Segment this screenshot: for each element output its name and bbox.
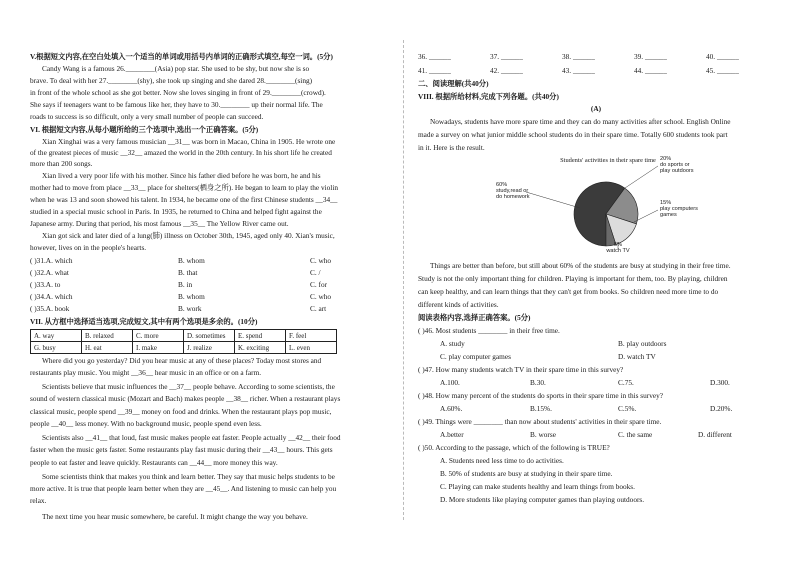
word-box-cell: J. realize bbox=[184, 342, 235, 354]
option-b[interactable]: B. whom bbox=[178, 256, 205, 265]
s6-line: Xian lived a very poor life with his mother. Since his father died before he was born, he and his bbox=[42, 171, 321, 180]
question-47: ( )47. How many students watch TV in their spare time in this survey? bbox=[418, 365, 624, 374]
s5-line: in front of the whole school as she got better. Now she loves singing in front of 29.________(crowd). bbox=[30, 88, 326, 97]
after-line: Study is not the only important thing for children. Playing is important for them, too. By playing, children bbox=[418, 274, 728, 283]
option-c[interactable]: C. play computer games bbox=[440, 352, 511, 361]
word-box-cell: A. way bbox=[31, 330, 82, 342]
option-a[interactable]: ( )34.A. which bbox=[30, 292, 73, 301]
option-c[interactable]: C. / bbox=[310, 268, 321, 277]
pie-slice-label: 5% watch TV bbox=[606, 242, 630, 254]
pie-chart bbox=[488, 154, 728, 256]
s7-line: Some scientists think that makes you think and learn better. They say that music helps students to be bbox=[42, 472, 335, 481]
option-b[interactable]: B.15%. bbox=[530, 404, 552, 413]
s7-line: Where did you go yesterday? Did you hear music at any of these places? Today most stores and bbox=[42, 356, 322, 365]
after-line: Things are better than before, but still about 60% of the students are busy at studying in their free time. bbox=[430, 261, 731, 270]
option-d[interactable]: D. watch TV bbox=[618, 352, 656, 361]
s7-line: people __40__ less money. With no background music, people spend even less. bbox=[30, 419, 262, 428]
option-b[interactable]: B.30. bbox=[530, 378, 546, 387]
word-box-cell: L. even bbox=[286, 342, 337, 354]
answer-blank[interactable]: 40. ______ bbox=[706, 52, 739, 61]
s7-line: Scientists also __41__ that loud, fast music makes people eat faster. People actually __42__ their food bbox=[42, 433, 341, 442]
option-b[interactable]: B. in bbox=[178, 280, 193, 289]
option-a[interactable]: A. Students need less time to do activities. bbox=[440, 456, 564, 465]
answer-blank[interactable]: 43. ______ bbox=[562, 66, 595, 75]
option-c[interactable]: C. for bbox=[310, 280, 328, 289]
option-a[interactable]: ( )33.A. to bbox=[30, 280, 61, 289]
s7-line: Scientists believe that music influences the __37__ people behave. According to some scientists, the bbox=[42, 382, 335, 391]
option-b[interactable]: B. work bbox=[178, 304, 202, 313]
s7-line: faster when the music gets faster. Some restaurants play fast music during their __43__ hours. This gets bbox=[30, 445, 333, 454]
s6-line: Xian got sick and later died of a lung(肺) illness on October 30th, 1945, aged only 40. Xian's music, bbox=[42, 231, 335, 240]
s5-line: brave. To deal with her 27.________(shy), she took up singing and she dared 28.________(sing) bbox=[30, 76, 313, 85]
option-c[interactable]: C. Playing can make students healthy and learn things from books. bbox=[440, 482, 635, 491]
option-a[interactable]: A. study bbox=[440, 339, 465, 348]
word-box-cell: G. busy bbox=[31, 342, 82, 354]
question-50: ( )50. According to the passage, which of the following is TRUE? bbox=[418, 443, 610, 452]
pie-slice-label: 60% study,read or do homework bbox=[496, 182, 530, 200]
answer-blank[interactable]: 44. ______ bbox=[634, 66, 667, 75]
option-c[interactable]: C. who bbox=[310, 256, 332, 265]
word-box-cell: B. relaxed bbox=[82, 330, 133, 342]
answer-blank[interactable]: 38. ______ bbox=[562, 52, 595, 61]
answer-blank[interactable]: 39. ______ bbox=[634, 52, 667, 61]
option-c[interactable]: C. art bbox=[310, 304, 327, 313]
qa-title: 阅读表格内容,选择正确答案。(5分) bbox=[418, 313, 531, 322]
option-c[interactable]: C.75. bbox=[618, 378, 634, 387]
column-divider bbox=[403, 40, 404, 520]
after-line: different kinds of activities. bbox=[418, 300, 499, 309]
option-a[interactable]: A.100. bbox=[440, 378, 460, 387]
question-48: ( )48. How many percent of the students do sports in their spare time in this survey? bbox=[418, 391, 664, 400]
s6-line: when he was 13 and soon showed his talent. In 1934, he became one of the first Chinese students __34__ bbox=[30, 195, 338, 204]
part-2-title: 二、阅读理解(共40分) bbox=[418, 79, 489, 88]
s5-line: She says if teenagers want to be famous like her, they have to 30.________ up their normal life. The bbox=[30, 100, 323, 109]
word-box-cell: F. feel bbox=[286, 330, 337, 342]
option-a[interactable]: ( )32.A. what bbox=[30, 268, 69, 277]
option-d[interactable]: D.300. bbox=[710, 378, 730, 387]
intro-line: in it. Here is the result. bbox=[418, 143, 485, 152]
s6-line: more than 200 songs. bbox=[30, 159, 93, 168]
s7-line: people to eat faster and leave quickly. Restaurants can __44__ more money this way. bbox=[30, 458, 278, 467]
s5-line: Candy Wang is a famous 26.________(Asia) pop star. She used to be shy, but now she is so bbox=[42, 64, 310, 73]
s6-line: Xian Xinghai was a very famous musician __31__ was born in Macao, China in 1905. He wrote one bbox=[42, 137, 336, 146]
option-c[interactable]: C. the same bbox=[618, 430, 653, 439]
question-46: ( )46. Most students ________ in their free time. bbox=[418, 326, 560, 335]
word-box-cell: I. make bbox=[133, 342, 184, 354]
s7-line: relax. bbox=[30, 496, 47, 505]
option-b[interactable]: B. play outdoors bbox=[618, 339, 667, 348]
answer-blank[interactable]: 41. ______ bbox=[418, 66, 451, 75]
s7-line: sound of western classical music (Mozart and Bach) makes people __38__ richer. When a restaurant plays bbox=[30, 394, 341, 403]
section-6-title: VI. 根据短文内容,从每小题所给的三个选项中,选出一个正确答案。(5分) bbox=[30, 125, 259, 134]
word-box-cell: E. spend bbox=[235, 330, 286, 342]
option-b[interactable]: B. that bbox=[178, 268, 198, 277]
word-box-cell: D. sometimes bbox=[184, 330, 235, 342]
option-a[interactable]: ( )31.A. which bbox=[30, 256, 73, 265]
s7-line: classical music, people spend __39__ money on food and drinks. When the restaurant plays pop music, bbox=[30, 407, 332, 416]
option-c[interactable]: C.5%. bbox=[618, 404, 637, 413]
pie-leader-line bbox=[622, 166, 658, 190]
word-box bbox=[30, 329, 337, 354]
option-d[interactable]: D. different bbox=[698, 430, 732, 439]
s6-line: studied in a special music school in Paris. In 1935, he returned to China and helped fight against the bbox=[30, 207, 322, 216]
s7-line: restaurants play music. You might __36__ hear music in an office or on a farm. bbox=[30, 368, 262, 377]
word-box-cell: K. exciting bbox=[235, 342, 286, 354]
section-7-title: VII. 从方框中选择适当选项,完成短文,其中有两个选项是多余的。(10分) bbox=[30, 317, 258, 326]
option-d[interactable]: D. More students like playing computer games than playing outdoors. bbox=[440, 495, 645, 504]
pie-slice-label: 20% do sports or play outdoors bbox=[660, 156, 694, 174]
section-5-title: V.根据短文内容,在空白处填入一个适当的单词或用括号内单词的正确形式填空,每空一词。(5分) bbox=[30, 52, 333, 61]
question-49: ( )49. Things were ________ than now about students' activities in their spare time. bbox=[418, 417, 662, 426]
passage-label: (A) bbox=[590, 104, 602, 113]
answer-blank[interactable]: 42. ______ bbox=[490, 66, 523, 75]
option-b[interactable]: B. worse bbox=[530, 430, 556, 439]
chart-title: Students' activities in their spare time bbox=[560, 157, 656, 164]
section-8-title: VIII. 根据所给材料,完成下列各题。(共40分) bbox=[418, 92, 559, 101]
intro-line: Nowadays, students have more spare time and they can do many activities after school. English Online bbox=[430, 117, 731, 126]
answer-blank[interactable]: 45. ______ bbox=[706, 66, 739, 75]
pie-leader-line bbox=[526, 192, 580, 208]
s6-line: of the greatest pieces of music __32__ amazed the world in the 20th century. In his short life he created bbox=[30, 148, 332, 157]
option-a[interactable]: A.better bbox=[440, 430, 464, 439]
option-d[interactable]: D.20%. bbox=[710, 404, 733, 413]
after-line: can keep healthy, and can learn things that they can't get from books. So children need more time to do bbox=[418, 287, 719, 296]
option-c[interactable]: C. who bbox=[310, 292, 332, 301]
word-box-cell: C. more bbox=[133, 330, 184, 342]
pie-slice-label: 15% play computers games bbox=[660, 200, 698, 218]
s7-line: more active. It is true that people learn better when they are __45__. And listening to music can help you bbox=[30, 484, 337, 493]
s6-line: however, lives on in the people's hearts. bbox=[30, 243, 147, 252]
option-b[interactable]: B. whom bbox=[178, 292, 205, 301]
answer-blank[interactable]: 37. ______ bbox=[490, 52, 523, 61]
word-box-cell: H. eat bbox=[82, 342, 133, 354]
option-a[interactable]: ( )35.A. book bbox=[30, 304, 70, 313]
s5-line: roads to success is so difficult, only a very small number of people can succeed. bbox=[30, 112, 264, 121]
option-b[interactable]: B. 50% of students are busy at studying in their spare time. bbox=[440, 469, 613, 478]
s6-line: mother had to move from place __33__ place for shelters(栖身之所). He began to learn to play the violin bbox=[30, 183, 339, 192]
answer-blank[interactable]: 36. ______ bbox=[418, 52, 451, 61]
intro-line: made a survey on what junior middle school students do in their spare time. Totally 600 students took part bbox=[418, 130, 728, 139]
s6-line: Japanese army. During that period, his most famous __35__ The Yellow River came out. bbox=[30, 219, 289, 228]
s7-line: The next time you hear music somewhere, be careful. It might change the way you behave. bbox=[42, 512, 308, 521]
option-a[interactable]: A.60%. bbox=[440, 404, 463, 413]
